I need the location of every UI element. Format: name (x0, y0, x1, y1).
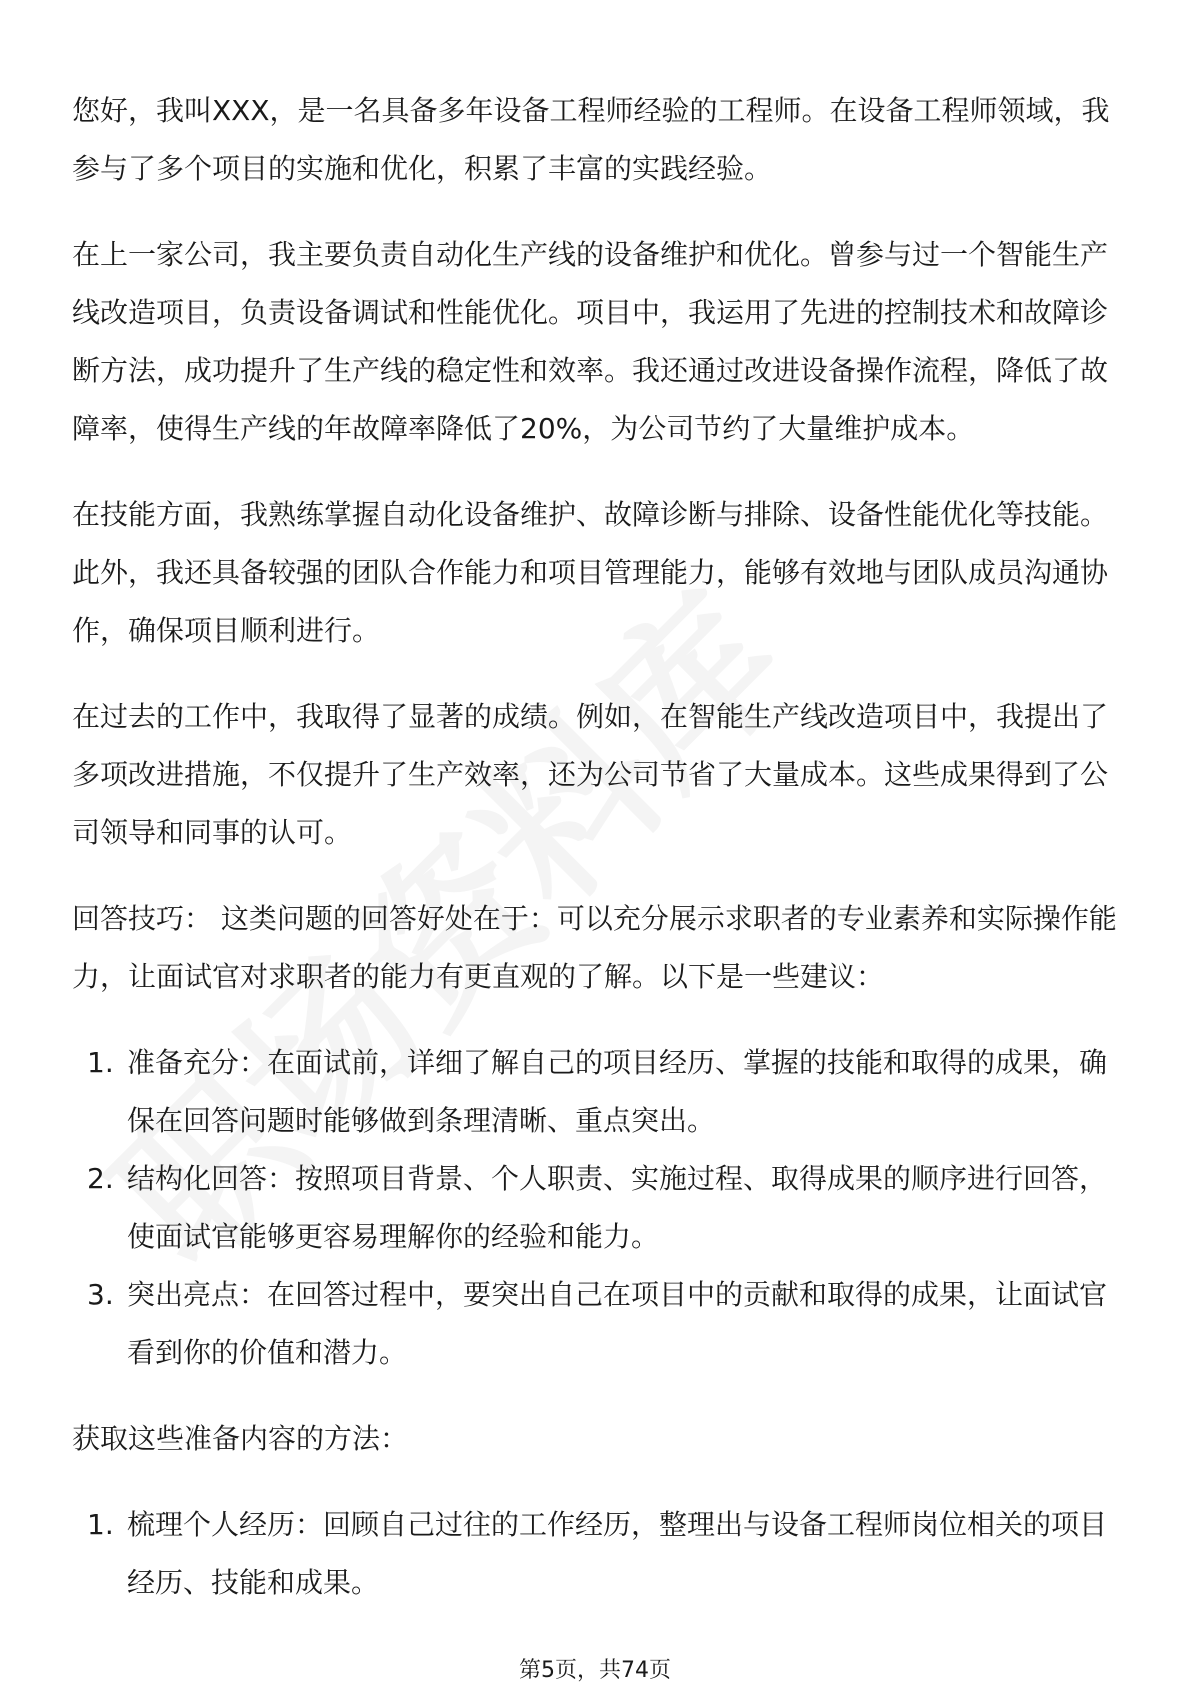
list-item-text: 结构化回答：按照项目背景、个人职责、实施过程、取得成果的顺序进行回答，使面试官能够更容易理解你的经验和能力。 (127, 1162, 1108, 1253)
list-item (72, 1266, 1122, 1382)
page-footer: 第5页，共74页 (519, 1658, 671, 1683)
paragraph-intro: 您好，我叫XXX，是一名具备多年设备工程师经验的工程师。在设备工程师领域，我参与了多个项目的实施和优化，积累了丰富的实践经验。 (72, 94, 1110, 185)
tips-list (72, 1034, 1122, 1382)
list-item-text: 突出亮点：在回答过程中，要突出自己在项目中的贡献和取得的成果，让面试官看到你的价值和潜力。 (127, 1278, 1108, 1369)
list-item (72, 1496, 1122, 1612)
paragraph-skills: 在技能方面，我熟练掌握自动化设备维护、故障诊断与排除、设备性能优化等技能。此外，我还具备较强的团队合作能力和项目管理能力，能够有效地与团队成员沟通协作，确保项目顺利进行。 (72, 498, 1109, 647)
list-number: 1. (87, 1046, 114, 1079)
methods-heading: 获取这些准备内容的方法： (72, 1422, 409, 1455)
list-number: 2. (87, 1162, 114, 1195)
document-body (72, 82, 1122, 1640)
list-item (72, 1034, 1122, 1150)
list-number: 1. (87, 1508, 114, 1541)
paragraph-achievements: 在过去的工作中，我取得了显著的成绩。例如，在智能生产线改造项目中，我提出了多项改进措施，不仅提升了生产效率，还为公司节省了大量成本。这些成果得到了公司领导和同事的认可。 (72, 700, 1109, 849)
list-item (72, 1150, 1122, 1266)
list-item-text: 梳理个人经历：回顾自己过往的工作经历，整理出与设备工程师岗位相关的项目经历、技能和成果。 (127, 1508, 1108, 1599)
paragraph-answer-tips: 回答技巧： 这类问题的回答好处在于：可以充分展示求职者的专业素养和实际操作能力，让面试官对求职者的能力有更直观的了解。以下是一些建议： (72, 902, 1117, 993)
paragraph-experience: 在上一家公司，我主要负责自动化生产线的设备维护和优化。曾参与过一个智能生产线改造项目，负责设备调试和性能优化。项目中，我运用了先进的控制技术和故障诊断方法，成功提升了生产线的稳定性和效率。我还通过改进设备操作流程，降低了故障率，使得生产线的年故障率降低了20%，为公司节约了大量维护成本。 (72, 238, 1109, 445)
list-item-text: 准备充分：在面试前，详细了解自己的项目经历、掌握的技能和取得的成果，确保在回答问题时能够做到条理清晰、重点突出。 (127, 1046, 1108, 1137)
methods-list (72, 1496, 1122, 1612)
list-number: 3. (87, 1278, 114, 1311)
